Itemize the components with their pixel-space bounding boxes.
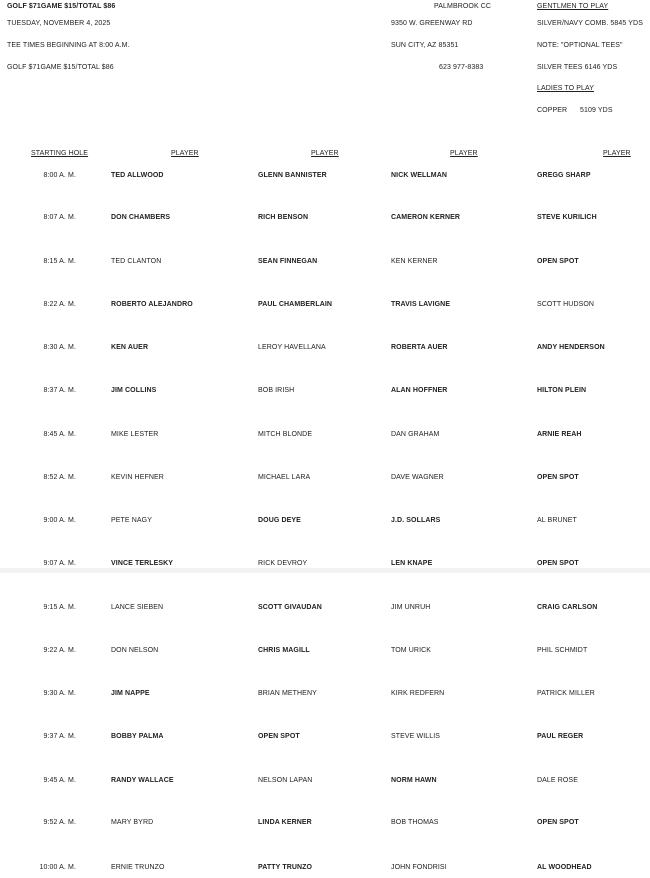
player-name: SCOTT HUDSON — [537, 301, 595, 308]
player-name: SEAN FINNEGAN — [258, 258, 318, 265]
ladies-heading: LADIES TO PLAY — [537, 85, 595, 92]
player-name: STEVE KURILICH — [537, 214, 597, 221]
player-name: VINCE TERLESKY — [111, 560, 174, 567]
player-name: ERNIE TRUNZO — [111, 864, 165, 871]
player-name: TED CLANTON — [111, 258, 162, 265]
player-name: OPEN SPOT — [258, 733, 300, 740]
player-name: KEN KERNER — [391, 258, 438, 265]
table-row — [0, 300, 650, 312]
tee-time: 8:00 A. M. — [43, 172, 76, 179]
copper-yards: 5109 YDS — [580, 107, 613, 114]
player-name: ALAN HOFFNER — [391, 387, 448, 394]
player-name: ANDY HENDERSON — [537, 344, 605, 351]
player-name: OPEN SPOT — [537, 258, 579, 265]
copper-label: COPPER — [537, 107, 568, 114]
player-name: PATTY TRUNZO — [258, 864, 313, 871]
gentlemen-tees: SILVER/NAVY COMB. 5845 YDS — [537, 20, 643, 27]
player-name: DOUG DEYE — [258, 517, 301, 524]
table-row — [0, 516, 650, 528]
player-name: PAUL REGER — [537, 733, 584, 740]
player-name: BRIAN METHENY — [258, 690, 317, 697]
player-name: BOBBY PALMA — [111, 733, 164, 740]
player-name: TOM URICK — [391, 647, 432, 654]
player-name: NELSON LAPAN — [258, 777, 313, 784]
table-row — [0, 213, 650, 225]
player-name: MICHAEL LARA — [258, 474, 311, 481]
table-row — [0, 603, 650, 615]
course-name: PALMBROOK CC — [434, 3, 492, 10]
player-name: OPEN SPOT — [537, 474, 579, 481]
player-name: DALE ROSE — [537, 777, 578, 784]
course-address: 9350 W. GREENWAY RD — [391, 20, 473, 27]
tee-time: 8:07 A. M. — [43, 214, 76, 221]
player-name: JOHN FONDRISI — [391, 864, 447, 871]
player-name: HILTON PLEIN — [537, 387, 587, 394]
table-row — [0, 689, 650, 701]
player-name: LINDA KERNER — [258, 819, 312, 826]
player-name: ROBERTO ALEJANDRO — [111, 301, 193, 308]
tee-time: 8:22 A. M. — [43, 301, 76, 308]
course-phone: 623 977-8383 — [439, 64, 484, 71]
table-row — [0, 776, 650, 788]
player-name: BOB IRISH — [258, 387, 295, 394]
tee-time: 9:45 A. M. — [43, 777, 76, 784]
player-name: DON NELSON — [111, 647, 159, 654]
table-row — [0, 257, 650, 269]
tee-time: 9:00 A. M. — [43, 517, 76, 524]
silver-tees: SILVER TEES 6146 YDS — [537, 64, 618, 71]
tee-time: 8:37 A. M. — [43, 387, 76, 394]
tee-time: 9:15 A. M. — [43, 604, 76, 611]
player-name: DAN GRAHAM — [391, 431, 440, 438]
tee-time: 9:30 A. M. — [43, 690, 76, 697]
tee-times-note: TEE TIMES BEGINNING AT 8:00 A.M. — [7, 42, 130, 49]
player-name: OPEN SPOT — [537, 819, 579, 826]
tee-time: 9:37 A. M. — [43, 733, 76, 740]
gentlemen-heading: GENTLMEN TO PLAY — [537, 3, 609, 10]
player-name: MARY BYRD — [111, 819, 154, 826]
player-name: JIM COLLINS — [111, 387, 157, 394]
player-name: PATRICK MILLER — [537, 690, 595, 697]
header-player-3: PLAYER — [450, 150, 478, 157]
player-name: NICK WELLMAN — [391, 172, 448, 179]
header-player-4: PLAYER — [603, 150, 631, 157]
header-starting-hole: STARTING HOLE — [31, 150, 89, 157]
player-name: LEN KNAPE — [391, 560, 433, 567]
table-row — [0, 559, 650, 571]
player-name: DAVE WAGNER — [391, 474, 444, 481]
player-name: LEROY HAVELLANA — [258, 344, 326, 351]
player-name: JIM UNRUH — [391, 604, 431, 611]
player-name: ROBERTA AUER — [391, 344, 448, 351]
player-name: RANDY WALLACE — [111, 777, 174, 784]
table-row — [0, 818, 650, 830]
optional-tees-note: NOTE: "OPTIONAL TEES" — [537, 42, 623, 49]
player-name: RICK DEVROY — [258, 560, 308, 567]
table-row — [0, 386, 650, 398]
player-name: J.D. SOLLARS — [391, 517, 441, 524]
player-name: STEVE WILLIS — [391, 733, 441, 740]
table-row — [0, 646, 650, 658]
player-name: TED ALLWOOD — [111, 172, 164, 179]
tee-time: 9:22 A. M. — [43, 647, 76, 654]
player-name: CAMERON KERNER — [391, 214, 461, 221]
player-name: OPEN SPOT — [537, 560, 579, 567]
table-row — [0, 343, 650, 355]
player-name: TRAVIS LAVIGNE — [391, 301, 451, 308]
player-name: DON CHAMBERS — [111, 214, 171, 221]
player-name: BOB THOMAS — [391, 819, 439, 826]
player-name: GREGG SHARP — [537, 172, 591, 179]
player-name: MIKE LESTER — [111, 431, 159, 438]
player-name: NORM HAWN — [391, 777, 437, 784]
player-name: AL WOODHEAD — [537, 864, 592, 871]
player-name: AL BRUNET — [537, 517, 577, 524]
header-player-2: PLAYER — [311, 150, 339, 157]
player-name: GLENN BANNISTER — [258, 172, 327, 179]
player-name: KEVIN HEFNER — [111, 474, 164, 481]
player-name: MITCH BLONDE — [258, 431, 313, 438]
player-name: CRAIG CARLSON — [537, 604, 598, 611]
tee-time: 9:52 A. M. — [43, 819, 76, 826]
tee-time: 8:15 A. M. — [43, 258, 76, 265]
player-name: PAUL CHAMBERLAIN — [258, 301, 333, 308]
player-name: LANCE SIEBEN — [111, 604, 164, 611]
table-row — [0, 430, 650, 442]
fee-line-repeat: GOLF $71GAME $15/TOTAL $86 — [7, 64, 114, 71]
header-player-1: PLAYER — [171, 150, 199, 157]
player-name: JIM NAPPE — [111, 690, 150, 697]
player-name: KIRK REDFERN — [391, 690, 445, 697]
tee-time: 10:00 A. M. — [39, 864, 76, 871]
player-name: SCOTT GIVAUDAN — [258, 604, 322, 611]
player-name: ARNIE REAH — [537, 431, 582, 438]
tee-time: 8:45 A. M. — [43, 431, 76, 438]
tee-time: 8:30 A. M. — [43, 344, 76, 351]
player-name: KEN AUER — [111, 344, 149, 351]
tee-time: 9:07 A. M. — [43, 560, 76, 567]
player-name: CHRIS MAGILL — [258, 647, 310, 654]
table-row — [0, 863, 650, 875]
player-name: RICH BENSON — [258, 214, 309, 221]
table-row — [0, 732, 650, 744]
table-row — [0, 473, 650, 485]
course-city: SUN CITY, AZ 85351 — [391, 42, 459, 49]
player-name: PETE NAGY — [111, 517, 152, 524]
fee-line: GOLF $71GAME $15/TOTAL $86 — [7, 3, 116, 10]
tee-time: 8:52 A. M. — [43, 474, 76, 481]
player-name: PHIL SCHMIDT — [537, 647, 588, 654]
table-row — [0, 171, 650, 183]
event-date: TUESDAY, NOVEMBER 4, 2025 — [7, 20, 111, 27]
